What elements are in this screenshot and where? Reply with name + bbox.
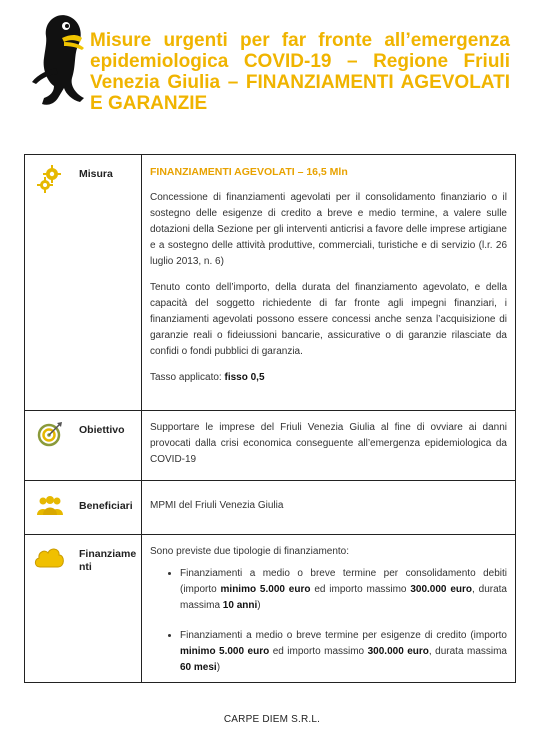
- row-label-cell: [73, 155, 142, 411]
- icon-cell: [25, 411, 74, 481]
- table-row-obiettivo: [25, 411, 516, 481]
- objective-text: Supportare le imprese del Friuli Venezia Giulia al fine di ovviare ai danni provocati dalla crisi economica conseguente all’emergenza epidemiologica da COVID-19: [150, 422, 507, 465]
- icon-cell: [25, 535, 74, 683]
- row-label: Finanziamenti: [79, 548, 137, 573]
- row-label-cell: [73, 481, 142, 535]
- row-label-cell: [73, 535, 142, 683]
- rate-line: [150, 370, 507, 386]
- footer-company: CARPE DIEM S.R.L.: [223, 714, 321, 725]
- list-item: • Finanziamenti a medio o breve termine per consolidamento debiti (importo minimo 5.000 euro ed importo massimo 300.000 euro, durata massima 10 anni): [180, 566, 507, 614]
- icon-cell: [25, 155, 74, 411]
- table-row-beneficiari: [25, 481, 516, 535]
- row-label: Beneficiari: [79, 500, 133, 512]
- row-content-cell: [142, 411, 516, 481]
- cloud-icon: [34, 545, 64, 569]
- table-row-finanziamenti: [25, 535, 516, 683]
- table-row-misura: [25, 155, 516, 411]
- rate-value: fisso 0,5: [224, 372, 265, 383]
- rate-label: Tasso applicato:: [150, 372, 225, 383]
- measure-paragraph-2: Tenuto conto dell’importo, della durata del finanziamento agevolato, e della capacità del soggetto richiedente di far fronte agli impegni finanziari, i finanziamenti agevolati possono essere concessi anche senza l’acquisizione di garanzie reali o fideiussioni bancarie, assicurative o di garanzie rilasciate da confidi o fondi pubblici di garanzia.: [150, 282, 507, 357]
- measure-heading: FINANZIAMENTI AGEVOLATI – 16,5 Mln: [150, 166, 348, 178]
- page-header: [0, 0, 544, 130]
- row-label-cell: [73, 411, 142, 481]
- frog-logo-icon: [26, 8, 92, 108]
- row-content-cell: [142, 535, 516, 683]
- people-icon: [37, 495, 63, 519]
- row-label: Misura: [79, 168, 113, 180]
- gears-icon: [37, 165, 63, 193]
- row-content-cell: [142, 155, 516, 411]
- row-label: Obiettivo: [79, 424, 125, 436]
- icon-cell: [25, 481, 74, 535]
- financing-list: [150, 566, 507, 676]
- list-item: • Finanziamenti a medio o breve termine per esigenze di credito (importo minimo 5.000 euro ed importo massimo 300.000 euro, durata massima 60 mesi): [180, 628, 507, 676]
- beneficiaries-text: MPMI del Friuli Venezia Giulia: [150, 500, 284, 511]
- measure-paragraph-1: Concessione di finanziamenti agevolati per il consolidamento finanziario o il sostegno delle esigenze di credito a breve e medio termine, a valere sulle dotazioni della Sezione per gli interventi anticrisi a favore delle imprese artigiane e a sostegno delle attività produttive, commerciali, turistiche e di servizio (l.r. 26 luglio 2013, n. 6): [150, 192, 507, 267]
- row-content-cell: [142, 481, 516, 535]
- financing-intro: Sono previste due tipologie di finanziamento:: [150, 546, 350, 557]
- target-icon: [37, 421, 63, 447]
- measure-table: [24, 154, 516, 683]
- page-title: Misure urgenti per far fronte all’emergenza epidemiologica COVID-19 – Regione Friuli Venezia Giulia – FINANZIAMENTI AGEVOLATI E GARANZIE: [90, 30, 510, 114]
